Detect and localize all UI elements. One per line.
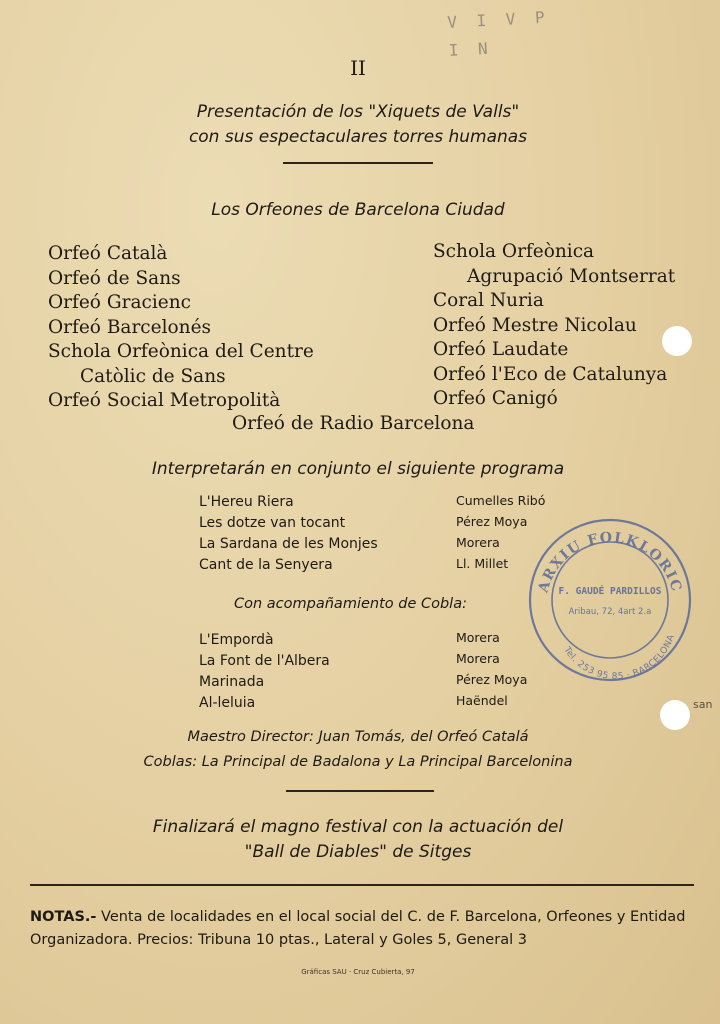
stamp-name: F. GAUDÉ PARDILLOS — [558, 586, 662, 597]
program-titles — [199, 492, 378, 576]
list-item: Catòlic de Sans — [80, 365, 226, 387]
orfeones-right-list — [433, 240, 675, 412]
printer-credit: Gráficas SAU · Cruz Cubierta, 97 — [301, 968, 415, 976]
program-item-composer: Cumelles Ribó — [456, 493, 546, 508]
program-item-composer: Pérez Moya — [456, 514, 528, 529]
program-item-title: Cant de la Senyera — [199, 557, 333, 573]
divider — [286, 790, 434, 792]
program-item-composer: Ll. Millet — [456, 556, 509, 571]
list-item: Orfeó Canigó — [433, 388, 558, 409]
notes-label: NOTAS.- — [30, 909, 97, 925]
list-item: Orfeó Barcelonés — [48, 316, 212, 338]
list-item: Orfeó l'Eco de Catalunya — [433, 363, 668, 385]
divider — [30, 884, 694, 886]
program-item-title: Les dotze van tocant — [199, 515, 346, 531]
list-item: Orfeó Mestre Nicolau — [433, 314, 637, 336]
coblas-line: Coblas: La Principal de Badalona y La Principal Barcelonina — [143, 754, 573, 770]
intro-line-2: con sus espectaculares torres humanas — [188, 127, 528, 147]
program-item-composer: Morera — [456, 535, 500, 550]
orfeo-radio: Orfeó de Radio Barcelona — [232, 413, 475, 434]
program-item-title: La Sardana de les Monjes — [199, 536, 378, 552]
orfeones-left-list — [48, 242, 314, 414]
list-item: Orfeó Laudate — [433, 339, 569, 360]
list-item: Orfeó Social Metropolità — [48, 390, 281, 411]
cobla-heading: Con acompañamiento de Cobla: — [234, 596, 467, 612]
cobla-item-composer: Pérez Moya — [456, 672, 528, 687]
list-item: Schola Orfeònica del Centre — [48, 341, 314, 362]
list-item: Agrupació Montserrat — [467, 265, 676, 287]
closing-line-1: Finalizará el magno festival con la actuación del — [152, 817, 564, 837]
list-item: Orfeó Gracienc — [48, 292, 191, 313]
closing-line-2: "Ball de Diables" de Sitges — [244, 842, 472, 862]
divider — [283, 162, 433, 164]
stamp-address: Aribau, 72, 4art 2.a — [568, 607, 652, 617]
edge-fragment: san — [693, 698, 713, 711]
orfeones-heading: Los Orfeones de Barcelona Ciudad — [211, 200, 505, 220]
page-number: II — [350, 56, 366, 80]
list-item: Coral Nuria — [433, 290, 544, 311]
list-item: Orfeó de Sans — [48, 267, 181, 289]
director-line: Maestro Director: Juan Tomás, del Orfeó Catalá — [187, 729, 529, 745]
punch-hole — [662, 326, 692, 356]
stamp-top-text: ARXIU FOLKLORIC — [535, 529, 685, 595]
program-item-title: L'Hereu Riera — [199, 494, 294, 510]
archive-stamp — [526, 516, 694, 684]
cobla-composers — [456, 627, 527, 711]
cobla-item-composer: Morera — [456, 630, 500, 645]
intro-line-1: Presentación de los "Xiquets de Valls" — [196, 102, 520, 122]
list-item: Orfeó Català — [48, 243, 168, 264]
pencil-annotation: V I V P I N — [446, 7, 551, 60]
cobla-item-title: La Font de l'Albera — [199, 653, 330, 669]
cobla-item-title: Marinada — [199, 674, 265, 690]
cobla-item-title: Al-leluia — [199, 695, 256, 711]
cobla-item-title: L'Empordà — [199, 632, 274, 648]
list-item: Schola Orfeònica — [433, 241, 595, 262]
cobla-item-composer: Haëndel — [456, 693, 508, 708]
cobla-titles — [199, 630, 330, 714]
notes — [30, 906, 702, 952]
cobla-item-composer: Morera — [456, 651, 500, 666]
program-heading: Interpretarán en conjunto el siguiente programa — [151, 459, 565, 479]
notes-text: Venta de localidades en el local social del C. de F. Barcelona, Orfeones y Entidad Organizadora. Precios: Tribuna 10 ptas., Lateral y Goles 5, General 3 — [30, 909, 686, 948]
punch-hole — [660, 700, 690, 730]
stamp-phone-city: Tel. 253 95 85 · BARCELONA — [561, 633, 677, 683]
